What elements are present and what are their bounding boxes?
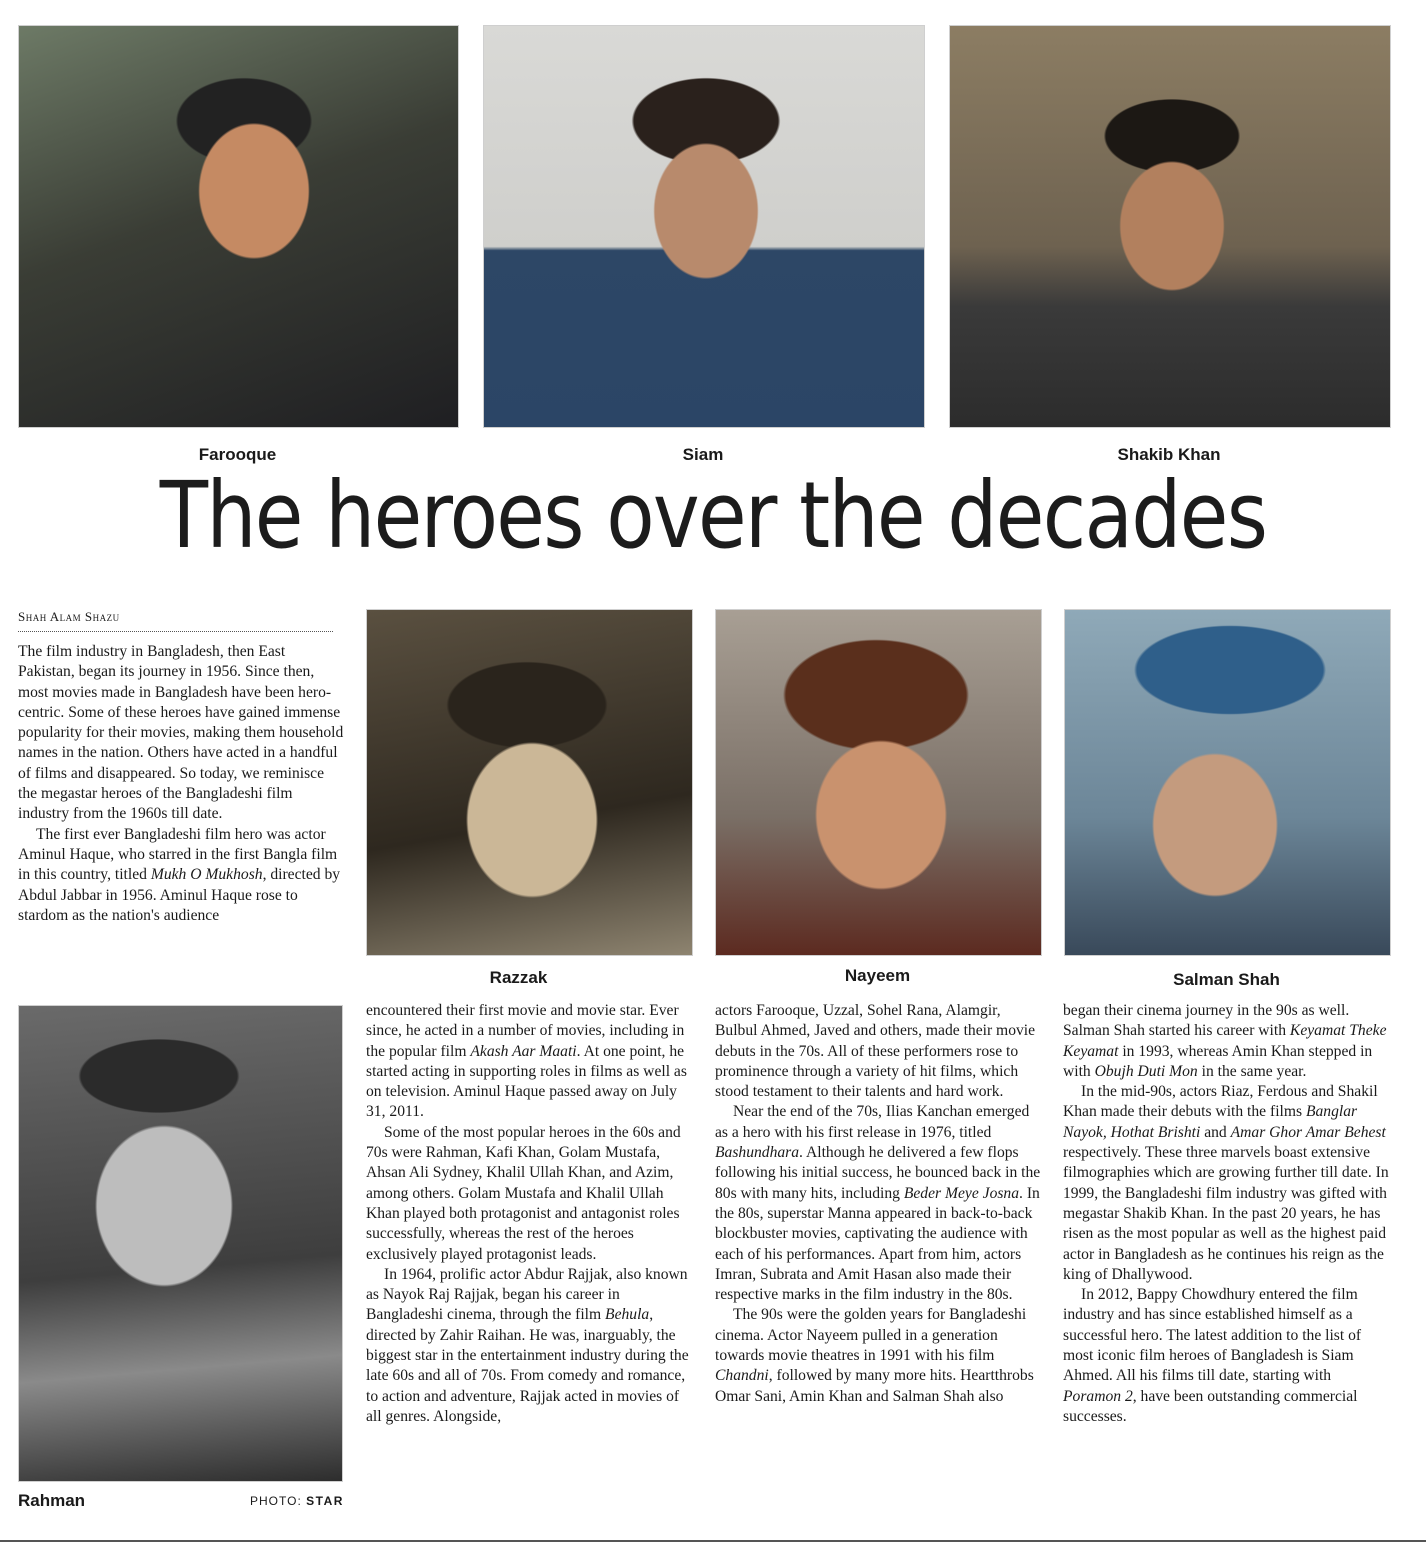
photo-farooque	[18, 25, 459, 428]
headline: The heroes over the decades	[159, 462, 1267, 569]
photo-salman-shah	[1064, 609, 1391, 956]
paragraph: Some of the most popular heroes in the 60s and 70s were Rahman, Kafi Khan, Golam Mustafa, Ahsan Ali Sydney, Khalil Ullah Khan, and Azim, among others. Golam Mustafa and Khalil Ullah Khan played both protagonist and antagonist roles successfully, whereas the rest of the heroes exclusively played protagonist leads.	[366, 1123, 681, 1263]
caption-nayeem: Nayeem	[844, 966, 911, 985]
article-column-4	[1063, 1001, 1393, 1427]
photo-razzak	[366, 609, 693, 956]
paragraph: In 1964, prolific actor Abdur Rajjak, also known as Nayok Raj Rajjak, began his career in Bangladeshi cinema, through the film Behula, directed by Zahir Raihan. He was, inarguably, the biggest star in the entertainment industry during the late 60s and all of 70s. From comedy and romance, to action and adventure, Rajjak acted in movies of all genres. Alongside,	[366, 1265, 689, 1425]
paragraph: In the mid-90s, actors Riaz, Ferdous and Shakil Khan made their debuts with the films Banglar Nayok, Hothat Brishti and Amar Ghor Amar Behest respectively. These three marvels boast extensive filmographies which are growing further till date. In 1999, the Bangladeshi film industry was gifted with megastar Shakib Khan. In the past 20 years, he has risen as the most popular as well as the highest paid actor in Bangladesh as he continues his reign as the king of Dhallywood.	[1063, 1083, 1389, 1283]
caption-rahman: Rahman	[18, 1491, 86, 1510]
caption-farooque: Farooque	[198, 445, 277, 464]
paragraph: actors Farooque, Uzzal, Sohel Rana, Alamgir, Bulbul Ahmed, Javed and others, made their movie debuts in the 70s. All of these performers rose to prominence through a variety of hit films, which stood testament to their talents and hard work.	[715, 1002, 1036, 1101]
paragraph: The first ever Bangladeshi film hero was actor Aminul Haque, who starred in the first Bangla film in this country, titled Mukh O Mukhosh, directed by Abdul Jabbar in 1956. Aminul Haque rose to stardom as the nation's audience	[18, 825, 341, 924]
article-column-3	[715, 1001, 1041, 1407]
byline: Shah Alam Shazu	[18, 609, 333, 632]
caption-salman-shah: Salman Shah	[1173, 970, 1280, 989]
photo-credit: PHOTO: STAR	[250, 1494, 344, 1508]
bottom-rule	[0, 1540, 1426, 1542]
paragraph: Near the end of the 70s, Ilias Kanchan emerged as a hero with his first release in 1976, titled Bashundhara. Although he delivered a few flops following his initial success, he bounced back in the 80s with many hits, including Beder Meye Josna. In the 80s, superstar Manna appeared in back-to-back blockbuster movies, captivating the audience with each of his performances. Apart from him, actors Imran, Subrata and Amit Hasan also made their respective marks in the film industry in the 80s.	[715, 1103, 1041, 1304]
photo-rahman	[18, 1005, 343, 1482]
paragraph: encountered their first movie and movie star. Ever since, he acted in a number of movies, including in the popular film Akash Aar Maati. At one point, he started acting in supporting roles in films as well as on television. Aminul Haque passed away on July 31, 2011.	[366, 1002, 687, 1121]
paragraph: The film industry in Bangladesh, then East Pakistan, began its journey in 1956. Since then, most movies made in Bangladesh have been hero-centric. Some of these heroes have gained immense popularity for their movies, making them household names in the nation. Others have acted in a handful of films and disappeared. So today, we reminisce the megastar heroes of the Bangladeshi film industry from the 1960s till date.	[18, 643, 344, 823]
photo-siam	[483, 25, 925, 428]
caption-siam: Siam	[682, 445, 724, 464]
article-column-1	[18, 642, 344, 926]
article-column-2	[366, 1001, 692, 1427]
paragraph: began their cinema journey in the 90s as well. Salman Shah started his career with Keyamat Theke Keyamat in 1993, whereas Amin Khan stepped in with Obujh Duti Mon in the same year.	[1063, 1002, 1387, 1080]
photo-shakib-khan	[949, 25, 1391, 428]
caption-razzak: Razzak	[489, 968, 548, 987]
paragraph: The 90s were the golden years for Bangladeshi cinema. Actor Nayeem pulled in a generation towards movie theatres in 1991 with his film Chandni, followed by many more hits. Heartthrobs Omar Sani, Amin Khan and Salman Shah also	[715, 1306, 1034, 1405]
paragraph: In 2012, Bappy Chowdhury entered the film industry and has since established himself as a successful hero. The latest addition to the list of most iconic film heroes of Bangladesh is Siam Ahmed. All his films till date, starting with Poramon 2, have been outstanding commercial successes.	[1063, 1286, 1362, 1425]
caption-shakib-khan: Shakib Khan	[1117, 445, 1221, 464]
photo-nayeem	[715, 609, 1042, 956]
